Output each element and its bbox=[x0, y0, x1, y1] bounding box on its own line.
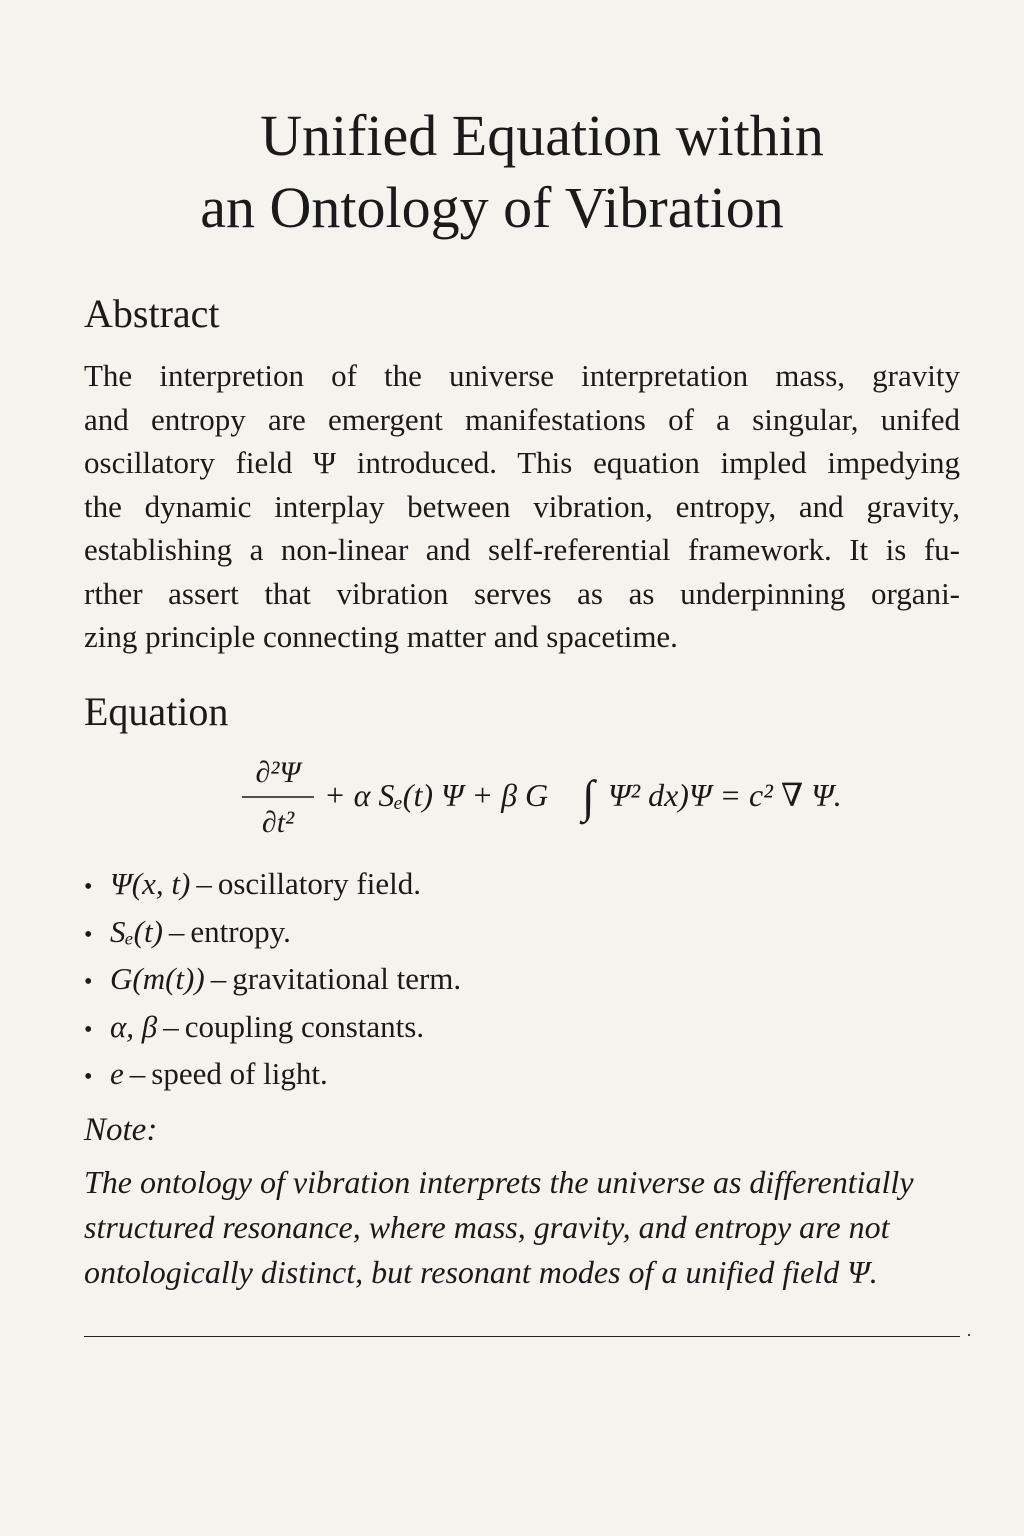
bullet-icon: • bbox=[84, 1064, 93, 1090]
equation-denominator: ∂t² bbox=[261, 806, 295, 839]
symbol-definitions bbox=[84, 862, 461, 1100]
bullet-icon: • bbox=[84, 921, 93, 948]
abstract-line: the dynamic interplay between vibration, entropy, and gravity, bbox=[84, 488, 960, 524]
document-title bbox=[60, 100, 964, 244]
abstract-line: oscillatory field Ψ introduced. This equation impled impedying bbox=[84, 445, 960, 480]
note-label: Note: bbox=[84, 1112, 158, 1148]
equation-integrand-rhs: Ψ² dx)Ψ = c² ∇ Ψ. bbox=[608, 777, 842, 813]
dash: – bbox=[210, 961, 227, 996]
note-line: structured resonance, where mass, gravity, and entropy are not bbox=[84, 1209, 890, 1245]
note-body bbox=[84, 1160, 978, 1295]
footer-divider bbox=[84, 1336, 960, 1337]
title-line-1: Unified Equation within bbox=[260, 103, 824, 168]
dash: – bbox=[196, 866, 212, 901]
definition-text: oscillatory field. bbox=[217, 866, 421, 901]
definition-text: speed of light. bbox=[151, 1056, 328, 1091]
bullet-icon: • bbox=[84, 969, 93, 995]
bullet-icon: • bbox=[84, 874, 93, 900]
list-item bbox=[84, 957, 461, 1005]
dash: – bbox=[129, 1056, 146, 1091]
abstract-heading: Abstract bbox=[84, 291, 220, 336]
equation-alpha-beta-terms: + α Sₑ(t) Ψ + β G bbox=[324, 777, 549, 813]
list-item bbox=[84, 910, 461, 958]
definition-text: entropy. bbox=[190, 913, 291, 949]
definition-symbol: e bbox=[110, 1056, 124, 1091]
note-line: The ontology of vibration interprets the universe as differentially bbox=[84, 1164, 914, 1200]
definition-symbol: Sₑ(t) bbox=[110, 913, 163, 949]
definition-symbol: G(m(t)) bbox=[110, 961, 205, 996]
list-item bbox=[84, 862, 461, 910]
divider-dot bbox=[968, 1334, 970, 1336]
definition-symbol: Ψ(x, t) bbox=[110, 866, 191, 901]
abstract-line: establishing a non-linear and self-referential framework. It is fu- bbox=[84, 532, 960, 567]
abstract-line: and entropy are emergent manifestations of a singular, unifed bbox=[84, 401, 960, 437]
integral-sign: ∫ bbox=[582, 771, 595, 822]
title-line-2: an Ontology of Vibration bbox=[200, 175, 784, 240]
note-line: ontologically distinct, but resonant modes of a unified field Ψ. bbox=[84, 1254, 878, 1290]
list-item bbox=[84, 1052, 461, 1100]
main-equation bbox=[240, 752, 940, 842]
abstract-line: The interpretion of the universe interpretation mass, gravity bbox=[84, 358, 960, 393]
dash: – bbox=[168, 913, 185, 949]
definition-text: gravitational term. bbox=[232, 961, 462, 996]
abstract-line: rther assert that vibration serves as as underpinning organi- bbox=[84, 575, 960, 611]
list-item bbox=[84, 1005, 461, 1053]
bullet-icon: • bbox=[84, 1016, 93, 1043]
equation-heading: Equation bbox=[84, 689, 229, 734]
dash: – bbox=[163, 1008, 179, 1044]
definition-text: coupling constants. bbox=[184, 1008, 425, 1044]
equation-numerator: ∂²Ψ bbox=[255, 756, 301, 789]
definition-symbol: α, β bbox=[110, 1008, 158, 1044]
abstract-body bbox=[84, 354, 960, 659]
abstract-line: zing principle connecting matter and spacetime. bbox=[84, 619, 678, 654]
